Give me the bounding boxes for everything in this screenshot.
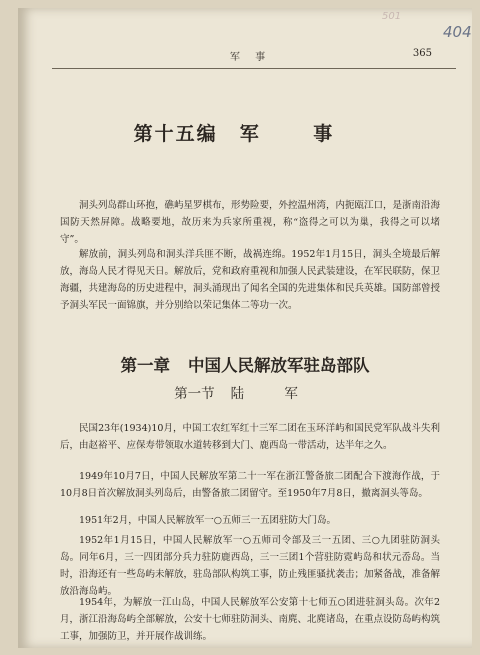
body-paragraph-3: 1951年2月，中国人民解放军一○五师三一五团驻防大门岛。 [79, 514, 337, 526]
part-title [18, 119, 472, 146]
intro-paragraph-1: 洞头列岛群山环抱，礁屿星罗棋布，形势险要，外控温州湾，内扼瓯江口，是浙南沿海国防天然屏障。战略要地，故历来为兵家所重视，称“盗得之可以为巢，我得之可以堵守”。 [60, 199, 441, 245]
section-name: 陆 军 [230, 386, 316, 402]
body-paragraph-2: 1949年10月7日，中国人民解放军第二十一军在浙江警备旅二团配合下渡海作战，于10月8日首次解放洞头列岛后，由警备旅二团留守。至1950年7月8日，撤离洞头等岛。 [60, 470, 440, 499]
section-label: 第一节 [174, 386, 215, 402]
running-header [52, 48, 456, 64]
header-rule [52, 68, 456, 69]
body-paragraph-5: 1954年，为解放一江山岛，中国人民解放军公安第十七师五○团进驻洞头岛。次年2月，浙江沿海岛屿全部解放，公安十七师驻防洞头、南麂、北麂诸岛，在重点设防岛屿构筑工事，加强防卫，并开展作战训练。 [60, 596, 441, 642]
part-name: 军 事 [239, 123, 357, 145]
body-paragraph-4: 1952年1月15日，中国人民解放军一○五师司令部及三一五团、三○九团驻防洞头岛。同年6月，三一四团部分兵力驻防鹿西岛，三一三团1个营驻防霓屿岛和状元岙岛。当时，沿海还有一些岛屿未解放，驻岛部队构筑工事，防止残匪骚扰袭击；加紧备战，准备解放沿海岛屿。 [60, 534, 441, 597]
chapter-name: 中国人民解放军驻岛部队 [188, 356, 370, 375]
handwritten-page-mark: 404 [443, 23, 472, 41]
section-title [18, 382, 472, 402]
chapter-title [18, 352, 472, 376]
part-label: 第十五编 [133, 123, 218, 145]
chapter-label: 第一章 [120, 356, 170, 375]
running-title: 军 事 [230, 52, 272, 63]
handwritten-top-mark: 501 [382, 11, 402, 22]
book-page [18, 8, 472, 648]
page-number: 365 [412, 48, 432, 59]
intro-paragraph-2: 解放前，洞头列岛和洞头洋兵匪不断，战祸连绵。1952年1月15日，洞头全境最后解放，海岛人民才得见天日。解放后，党和政府重视和加强人民武装建设，在军民联防，保卫海疆，共建海岛的历史进程中，洞头涌现出了闻名全国的先进集体和民兵英雄。国防部曾授予洞头军民一面锦旗，并分别给以荣记集体二等功一次。 [60, 248, 441, 311]
body-paragraph-1: 民国23年(1934)10月，中国工农红军红十三军二团在玉环洋屿和国民党军队战斗失利后，由赵裕平、应保寿带领取水道转移到大门、鹿西岛一带活动，达半年之久。 [60, 422, 440, 451]
